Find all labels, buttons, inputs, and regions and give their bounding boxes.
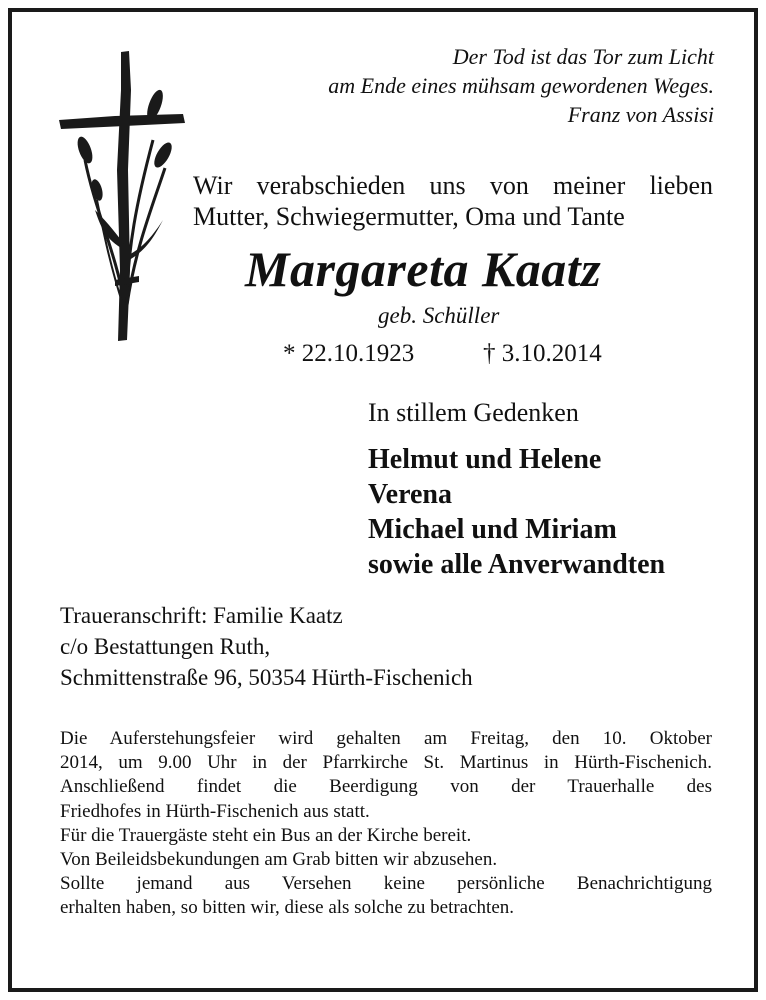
mourner: Michael und Miriam xyxy=(368,514,617,545)
mourner: Verena xyxy=(368,479,452,510)
quote-block xyxy=(328,42,714,129)
mourners-list xyxy=(368,442,665,582)
quote-author: Franz von Assisi xyxy=(567,102,714,127)
details-line: Anschließend findet die Beerdigung von der Trauerhalle des xyxy=(60,776,712,798)
address-line: Traueranschrift: Familie Kaatz xyxy=(60,603,343,628)
quote-line: am Ende eines mühsam gewordenen Weges. xyxy=(328,73,714,98)
ceremony-details xyxy=(60,727,712,921)
memory-line: In stillem Gedenken xyxy=(368,398,579,427)
birth-date: * 22.10.1923 xyxy=(283,340,415,367)
address-line: Schmittenstraße 96, 50354 Hürth-Fischenich xyxy=(60,665,473,690)
birth-name: geb. Schüller xyxy=(378,303,500,328)
mourner: sowie alle Anverwandten xyxy=(368,549,666,580)
mourner: Helmut und Helene xyxy=(368,444,602,475)
death-date: † 3.10.2014 xyxy=(483,340,602,367)
details-line: Sollte jemand aus Versehen keine persönliche Benachrichtigung xyxy=(60,873,712,895)
mourning-address xyxy=(60,600,473,693)
details-line: Die Auferstehungsfeier wird gehalten am Freitag, den 10. Oktober xyxy=(60,728,712,749)
details-line: erhalten haben, so bitten wir, diese als solche zu betrachten. xyxy=(60,897,515,919)
intro-line: Wir verabschieden uns von meiner lieben xyxy=(193,171,713,200)
deceased-name: Margareta Kaatz xyxy=(245,241,602,297)
intro-line: Mutter, Schwiegermutter, Oma und Tante xyxy=(193,202,625,231)
details-line: Friedhofes in Hürth-Fischenich aus statt. xyxy=(60,800,370,822)
details-line: Für die Trauergäste steht ein Bus an der Kirche bereit. xyxy=(60,824,472,846)
intro-text xyxy=(193,170,713,232)
details-line: Von Beileidsbekundungen am Grab bitten wir abzusehen. xyxy=(60,849,498,871)
address-line: c/o Bestattungen Ruth, xyxy=(60,634,271,659)
cross-with-wheat-icon xyxy=(55,50,195,350)
details-line: 2014, um 9.00 Uhr in der Pfarrkirche St. Martinus in Hürth-Fischenich. xyxy=(60,752,712,774)
quote-line: Der Tod ist das Tor zum Licht xyxy=(452,44,714,69)
